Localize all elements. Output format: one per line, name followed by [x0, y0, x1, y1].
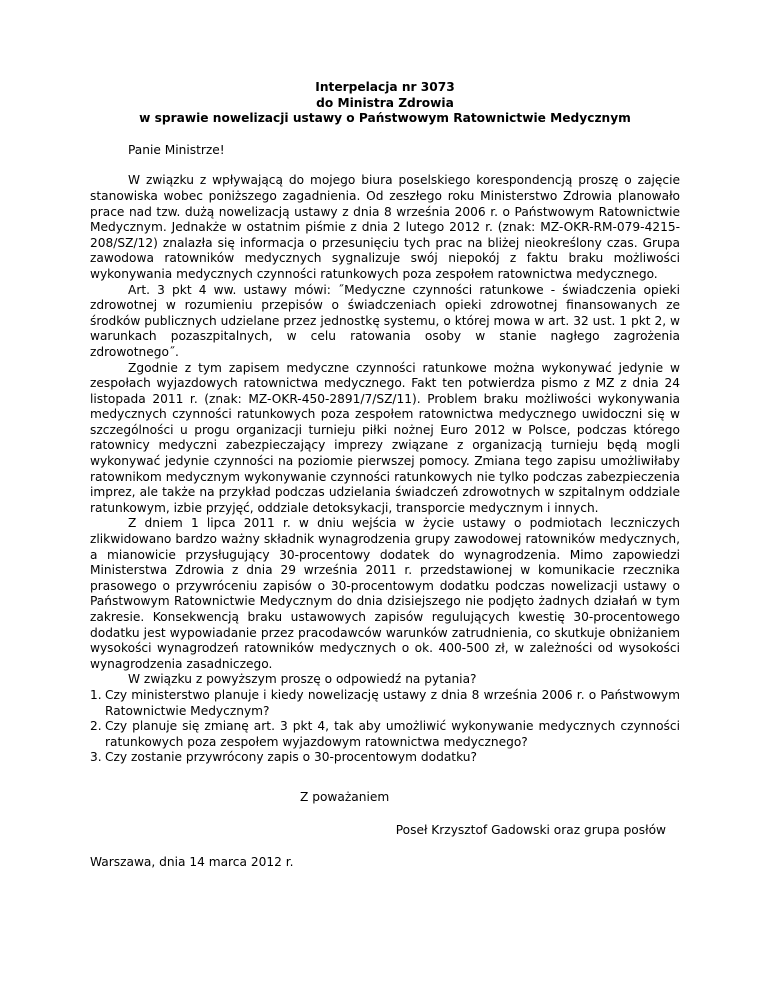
question-number: 3.	[90, 750, 102, 765]
paragraph-4: Z dniem 1 lipca 2011 r. w dniu wejścia w życie ustawy o podmiotach leczniczych zlikwidowano bardzo ważny składnik wynagrodzenia grupy zawodowej ratowników medycznych, a mianowicie przysługujący 30-procentowy dodatek do wynagrodzenia. Mimo zapowiedzi Ministerstwa Zdrowia z dnia 29 września 2011 r. przedstawionej w komunikacie rzecznika prasowego o przywróceniu zapisów o 30-procentowym dodatku podczas nowelizacji ustawy o Państwowym Ratownictwie Medycznym do dnia dzisiejszego nie podjęto żadnych działań w tym zakresie. Konsekwencją braku ustawowych zapisów regulujących kwestię 30-procentowego dodatku jest wypowiadanie przez pracodawców warunków zatrudnienia, co skutkuje obniżaniem wysokości wynagrodzeń ratowników medycznych o ok. 400-500 zł, w zależności od wysokości wynagrodzenia zasadniczego.	[90, 516, 680, 671]
question-list	[90, 688, 680, 766]
question-text: Czy zostanie przywrócony zapis o 30-procentowym dodatku?	[105, 750, 477, 765]
document-page	[90, 80, 680, 871]
paragraph-2: Art. 3 pkt 4 ww. ustawy mówi: ˝Medyczne czynności ratunkowe - świadczenia opieki zdrowotnej w rozumieniu przepisów o świadczeniach opieki zdrowotnej finansowanych ze środków publicznych udzielane przez jednostkę systemu, o której mowa w art. 32 ust. 1 pkt 2, w warunkach pozaszpitalnych, w celu ratowania osoby w stanie nagłego zagrożenia zdrowotnego˝.	[90, 282, 680, 359]
salutation: Panie Ministrze!	[128, 142, 225, 157]
paragraph-5: W związku z powyższym proszę o odpowiedź na pytania?	[128, 672, 477, 687]
question-number: 2.	[90, 719, 102, 734]
question-item-2	[90, 719, 680, 750]
question-item-1	[90, 688, 680, 719]
question-text: Czy planuje się zmianę art. 3 pkt 4, tak aby umożliwić wykonywanie medycznych czynności ratunkowych poza zespołem wyjazdowym ratownictwa medycznego?	[105, 719, 680, 749]
question-item-3	[90, 750, 680, 766]
title-line-2: do Ministra Zdrowia	[316, 95, 454, 110]
question-number: 1.	[90, 687, 102, 702]
question-text: Czy ministerstwo planuje i kiedy nowelizację ustawy z dnia 8 września 2006 r. o Państwowym Ratownictwie Medycznym?	[105, 687, 680, 718]
title-line-1: Interpelacja nr 3073	[315, 80, 455, 94]
closing: Z poważaniem	[300, 789, 390, 804]
paragraph-1: W związku z wpływającą do mojego biura poselskiego korespondencją proszę o zajęcie stanowiska wobec poniższego zagadnienia. Od zeszłego roku Ministerstwo Zdrowia planowało prace nad tzw. dużą nowelizacją ustawy z dnia 8 września 2006 r. o Państwowym Ratownictwie Medycznym. Jednakże w ostatnim piśmie z dnia 2 lutego 2012 r. (znak: MZ-OKR-RM-079-4215-208/SZ/12) znalazła się informacja o przesunięciu tych prac na bliżej nieokreślony czas. Grupa zawodowa ratowników medycznych sygnalizuje swój niepokój z faktu braku możliwości wykonywania medycznych czynności ratunkowych poza zespołem ratownictwa medycznego.	[90, 173, 680, 281]
title-line-3: w sprawie nowelizacji ustawy o Państwowym Ratownictwie Medycznym	[139, 111, 631, 126]
document-title	[90, 80, 680, 127]
signature: Poseł Krzysztof Gadowski oraz grupa posłów	[395, 822, 666, 837]
place-date: Warszawa, dnia 14 marca 2012 r.	[90, 855, 294, 870]
paragraph-3: Zgodnie z tym zapisem medyczne czynności ratunkowe można wykonywać jedynie w zespołach wyjazdowych ratownictwa medycznego. Fakt ten potwierdza pismo z MZ z dnia 24 listopada 2011 r. (znak: MZ-OKR-450-2891/7/SZ/11). Problem braku możliwości wykonywania medycznych czynności ratunkowych poza zespołem ratownictwa medycznego uwidoczni się w szczególności u progu organizacji turnieju piłki nożnej Euro 2012 w Polsce, podczas którego ratownicy medyczni zabezpieczający imprezy związane z organizacją turnieju będą mogli wykonywać jedynie czynności na poziomie pierwszej pomocy. Zmiana tego zapisu umożliwiłaby ratownikom medycznym wykonywanie czynności ratunkowych nie tylko podczas zabezpieczenia imprez, ale także na przykład podczas udzielania świadczeń zdrowotnych w szpitalnym oddziale ratunkowym, izbie przyjęć, oddziale detoksykacji, transporcie medycznym i innych.	[90, 360, 680, 515]
